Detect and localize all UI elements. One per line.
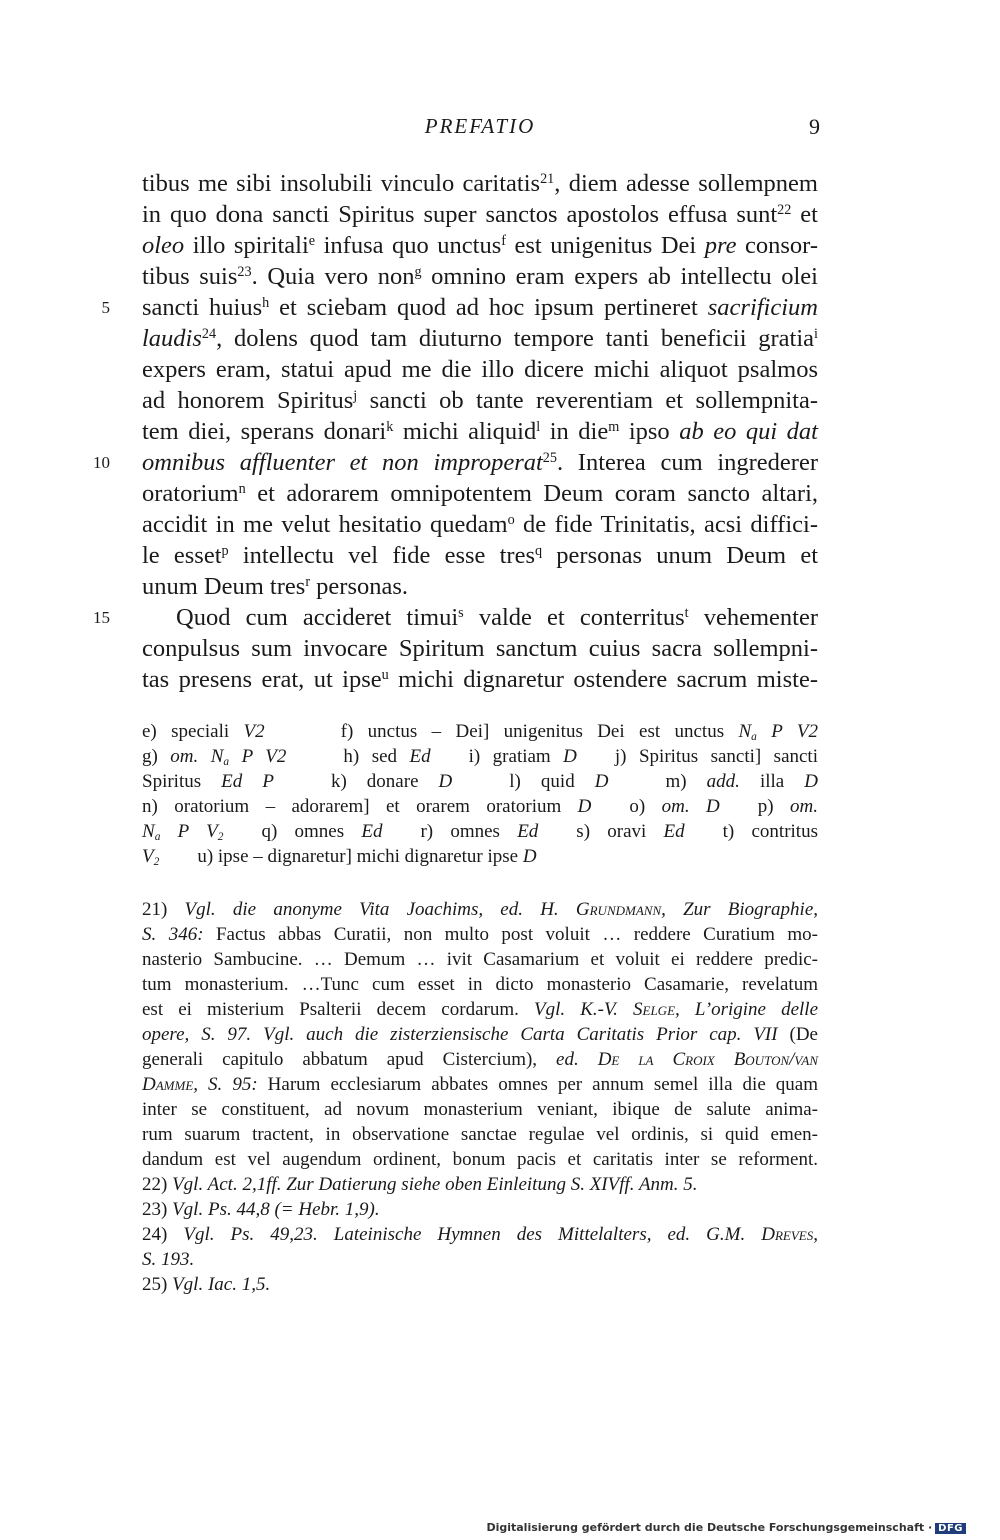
apparatus-line: g) om. $N_a$ P V2 h) sed Ed i) gratiam D j) Spiritus sancti] sancti	[142, 746, 818, 768]
credit-text: Digitalisierung gefördert durch die Deutsche Forschungsgemeinschaft	[486, 1521, 925, 1534]
footnote-line: generali capitulo abbatum apud Cistercium), ed. De la Croix Bouton/van	[142, 1049, 818, 1070]
footnote-line: 25) Vgl. Iac. 1,5.	[142, 1274, 271, 1295]
dfg-logo: DFG	[935, 1523, 966, 1534]
line-number: 10	[93, 453, 110, 472]
main-text-line: tas presens erat, ut ipse$^u$ michi dignaretur ostendere sacrum miste-	[142, 666, 818, 693]
footnote-line: rum suarum tractent, in observatione sanctae regulae vel ordinis, si quid emen-	[142, 1124, 818, 1145]
main-text-line: laudis$^{24}$, dolens quod tam diuturno tempore tanti beneficii gratia$^i$	[142, 325, 818, 352]
main-text-line: in quo dona sancti Spiritus super sanctos apostolos effusa sunt$^{22}$ et	[142, 201, 818, 228]
main-text-line: Quod cum accideret timui$^s$ valde et conterritus$^t$ vehementer	[176, 604, 819, 631]
main-text-line: tem diei, sperans donari$^k$ michi aliquid$^l$ in die$^m$ ipso ab eo qui dat	[142, 418, 818, 445]
footnote-line: 23) Vgl. Ps. 44,8 (= Hebr. 1,9).	[142, 1199, 380, 1220]
footnote-line: opere, S. 97. Vgl. auch die zisterziensische Carta Caritatis Prior cap. VII (De	[142, 1024, 818, 1045]
apparatus-line: Spiritus Ed P k) donare D l) quid D m) add. illa D	[142, 771, 818, 792]
footnote-line: 21) Vgl. die anonyme Vita Joachims, ed. H. Grundmann, Zur Biographie,	[142, 899, 819, 920]
main-text-line: ad honorem Spiritus$^j$ sancti ob tante reverentiam et sollempnita-	[142, 387, 818, 414]
page-number: 9	[809, 114, 820, 139]
main-text-line: accidit in me velut hesitatio quedam$^o$ de fide Trinitatis, acsi diffici-	[142, 511, 818, 538]
apparatus-line: n) oratorium – adorarem] et orarem oratorium D o) om. D p) om.	[142, 796, 819, 817]
footnote-line: dandum est vel augendum ordinent, bonum pacis et caritatis inter se reforment.	[142, 1149, 818, 1170]
main-text-line: unum Deum tres$^r$ personas.	[142, 573, 409, 600]
apparatus-line: e) speciali V2 f) unctus – Dei] unigenitus Dei est unctus $N_a$ P V2	[142, 721, 818, 743]
main-text-line: oratorium$^n$ et adorarem omnipotentem Deum coram sancto altari,	[142, 480, 818, 507]
main-text-line: tibus suis$^{23}$. Quia vero non$^g$ omnino eram expers ab intellectu olei	[142, 263, 818, 290]
main-text-line: omnibus affluenter et non improperat$^{25}$. Interea cum ingrederer	[142, 449, 818, 476]
apparatus-line: $N_a$ P $V_2$ q) omnes Ed r) omnes Ed s) oravi Ed t) contritus	[142, 821, 818, 843]
footnote-line: 24) Vgl. Ps. 49,23. Lateinische Hymnen des Mittelalters, ed. G.M. Dreves,	[142, 1224, 818, 1245]
footnote-line: est ei misterium Psalterii decem cordarum. Vgl. K.-V. Selge, L’origine delle	[142, 999, 819, 1020]
main-text-line: expers eram, statui apud me die illo dicere michi aliquot psalmos	[142, 356, 818, 383]
footnote-line: inter se constituent, ad novum monasterium veniant, ibique de salute anima-	[142, 1099, 818, 1120]
apparatus-line: $V_2$ u) ipse – dignaretur] michi dignaretur ipse D	[142, 846, 537, 868]
digitization-credit: Digitalisierung gefördert durch die Deutsche Forschungsgemeinschaft · DFG	[486, 1521, 966, 1534]
footnote-line: S. 346: Factus abbas Curatii, non multo post voluit … reddere Curatium mo-	[142, 924, 819, 945]
footnote-line: nasterio Sambucine. … Demum … ivit Casamarium et voluit ei reddere predic-	[142, 949, 818, 970]
footnote-line: S. 193.	[142, 1249, 195, 1270]
main-text-line: tibus me sibi insolubili vinculo caritatis$^{21}$, diem adesse sollempnem	[142, 170, 818, 197]
footnote-line: tum monasterium. …Tunc cum esset in dicto monasterio Casamarie, revelatum	[142, 974, 818, 995]
main-text-line: conpulsus sum invocare Spiritum sanctum cuius sacra sollempni-	[142, 635, 818, 662]
footnote-line: 22) Vgl. Act. 2,1ff. Zur Datierung siehe oben Einleitung S. XIVff. Anm. 5.	[142, 1174, 698, 1195]
main-text-line: sancti huius$^h$ et sciebam quod ad hoc ipsum pertineret sacrificium	[142, 294, 818, 321]
running-header-title: PREFATIO	[424, 114, 536, 138]
line-number: 5	[101, 298, 110, 317]
line-number: 15	[93, 608, 110, 627]
footnote-line: Damme, S. 95: Harum ecclesiarum abbates omnes per annum semel illa die quam	[142, 1074, 819, 1095]
main-text-line: le esset$^p$ intellectu vel fide esse tres$^q$ personas unum Deum et	[142, 542, 818, 569]
main-text-line: oleo illo spiritali$^e$ infusa quo unctus$^f$ est unigenitus Dei pre consor-	[142, 232, 818, 259]
